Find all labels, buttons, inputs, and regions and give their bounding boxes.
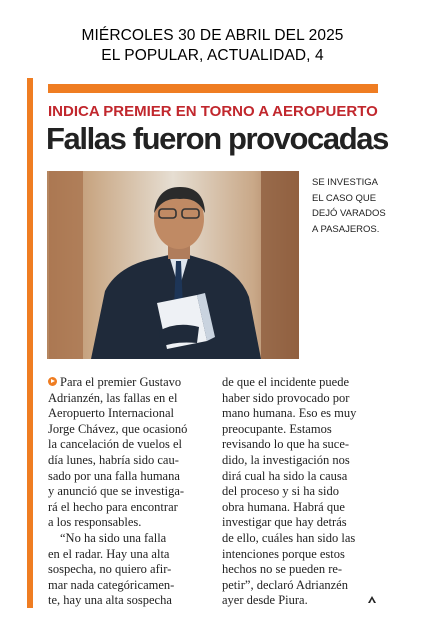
text-line: hechos no se pueden re- [222,562,343,577]
text-line: y anunció que se investiga- [48,484,185,499]
text-line: sospecha, no quiero afir- [48,562,172,577]
text-line: de que el incidente puede [222,375,350,389]
article-column-1 [48,375,208,609]
accent-top-bar [48,84,378,93]
text-line: dirá cual ha sido la causa [222,468,348,483]
text-line: mano humana. Eso es muy [222,406,357,421]
text-line: en el radar. Hay una alta [48,546,170,561]
text-line: ayer desde Piura. [222,593,308,608]
text-line: de ello, cuáles han sido las [222,530,356,545]
triangle-end-mark-icon [367,596,377,604]
text-line: haber sido provocado por [222,390,350,405]
text-line: mar nada categóricamen- [48,577,175,592]
text-line: Para el premier Gustavo [48,375,208,391]
article-headline: Fallas fueron provocadas [46,121,388,156]
text-line: petir”, declaró Adrianzén [222,577,348,592]
article-kicker: INDICA PREMIER EN TORNO A AEROPUERTO [48,103,378,120]
photo-caption [312,175,387,237]
header-source: EL POPULAR, ACTUALIDAD, 4 [101,47,324,64]
text-line: día lunes, habría sido cau- [48,452,179,467]
text-line: “No ha sido una falla [60,530,167,545]
text-line: Adrianzén, las fallas en el [48,390,178,405]
text-line: te, hay una alta sospecha [48,593,172,608]
accent-left-bar [27,78,33,608]
article-photo [47,171,299,359]
caption-line: DEJÓ VARADOS [312,208,386,219]
text-line: dido, la investigación nos [222,452,350,467]
caption-line: A PASAJEROS. [312,223,380,235]
text-line: intenciones porque estos [222,546,345,561]
text-line: Jorge Chávez, que ocasionó [48,421,188,436]
page-header [0,26,425,66]
text-line: revisando lo que ha suce- [222,437,350,452]
play-bullet-icon [48,377,57,386]
text-line: obra humana. Habrá que [222,499,345,514]
text-line: investigar que hay detrás [222,515,347,530]
text-line: la cancelación de vuelos el [48,437,182,452]
text-line: del proceso y si ha sido [222,484,339,499]
text-line: Aeropuerto Internacional [48,406,174,421]
caption-line: SE INVESTIGA [312,177,378,188]
text-line: sado por una falla humana [48,468,180,483]
article-column-2 [222,375,380,609]
text-line: preocupante. Estamos [222,421,332,436]
header-date: MIÉRCOLES 30 DE ABRIL DEL 2025 [81,27,344,44]
caption-line: EL CASO QUE [312,192,377,204]
text-line: a los responsables. [48,515,142,530]
text-line: rá el hecho para encontrar [48,499,178,514]
